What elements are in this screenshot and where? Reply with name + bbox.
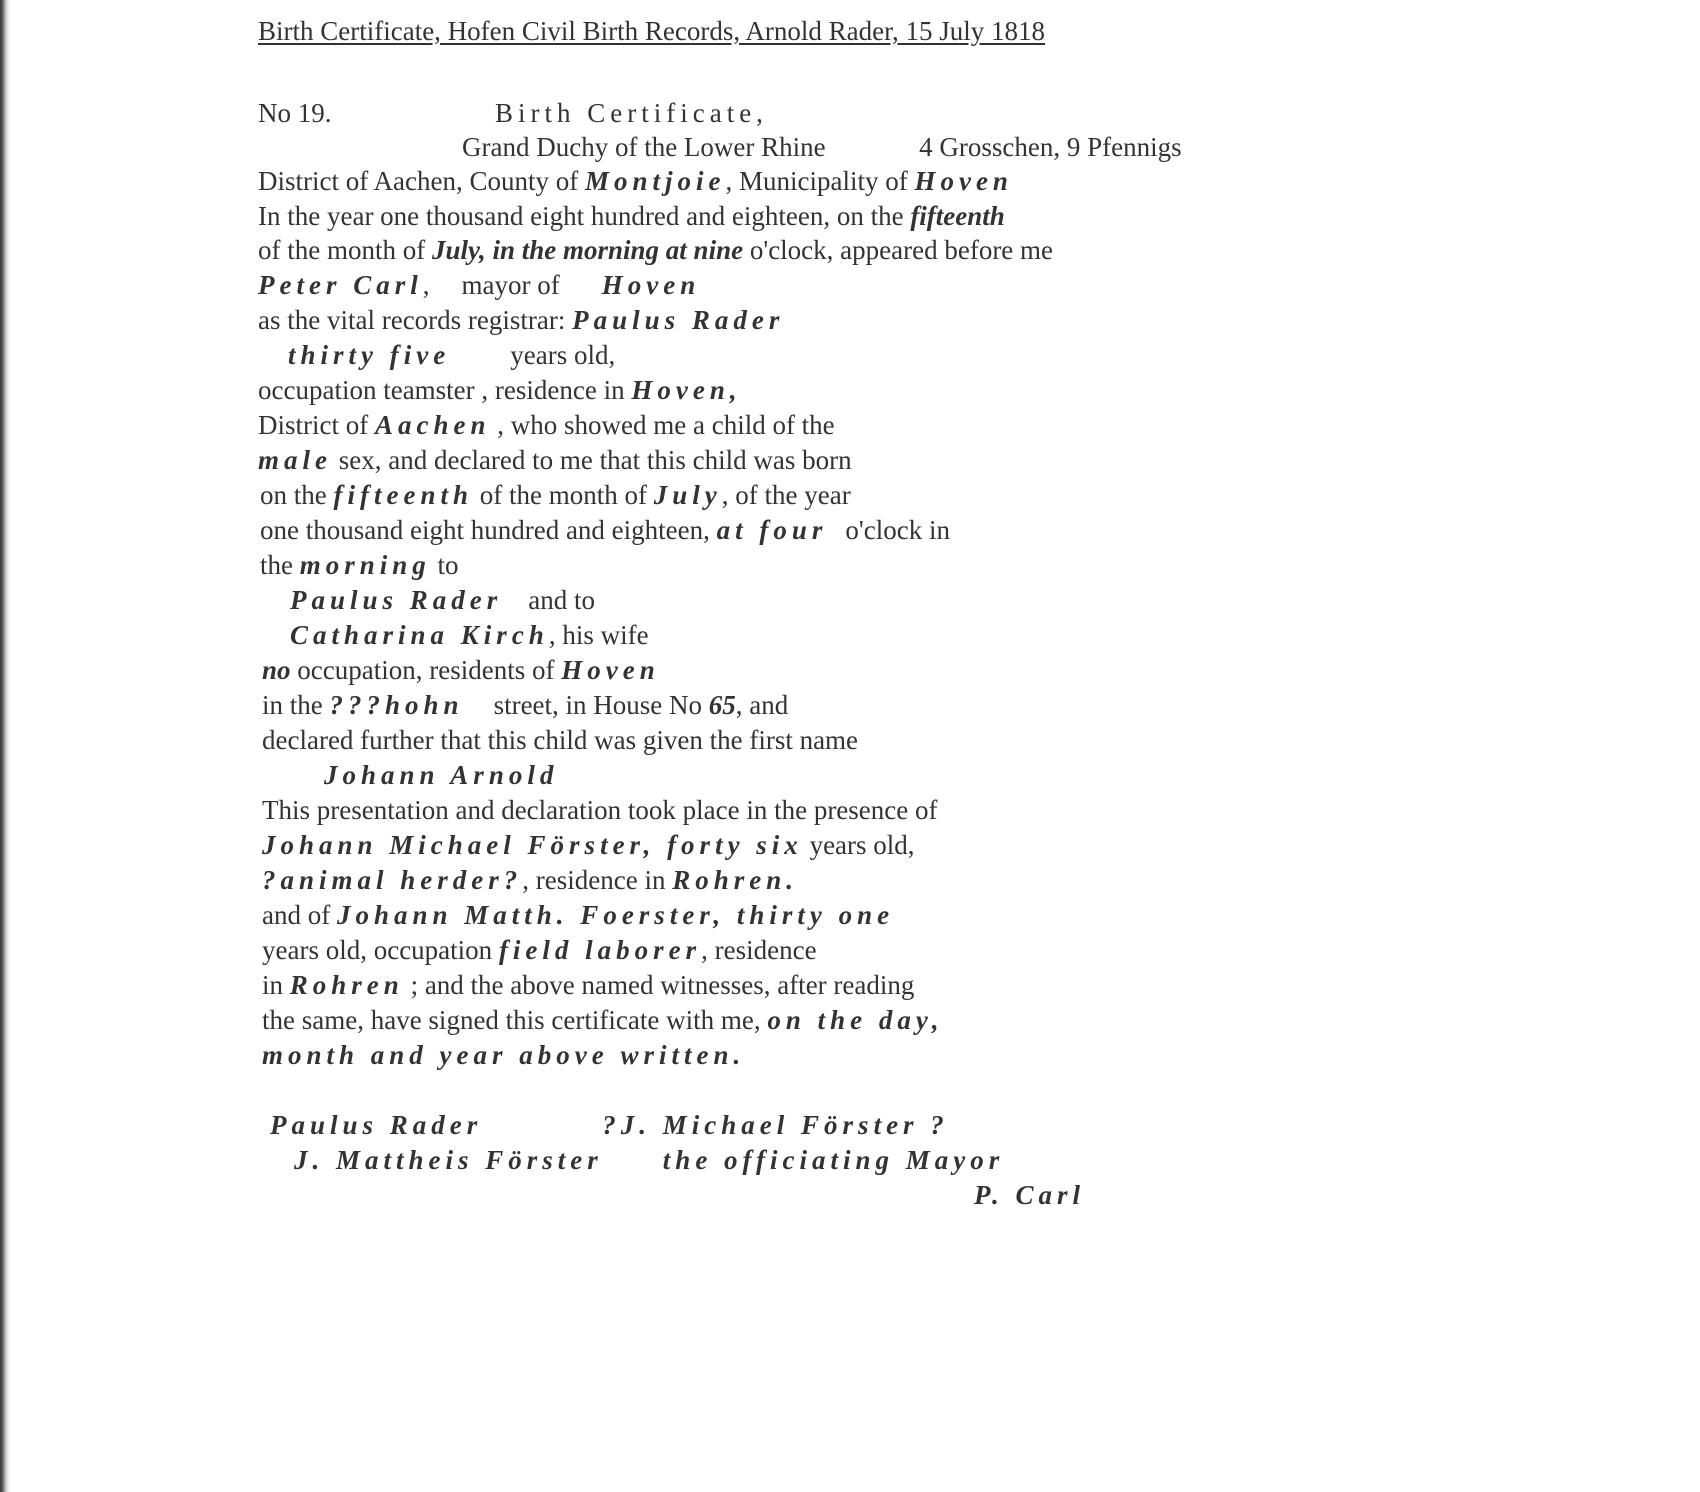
handwritten-closing-phrase: month and year above written.: [262, 1040, 746, 1070]
text: on the: [260, 480, 334, 510]
handwritten-mother: Catharina Kirch: [290, 620, 549, 650]
handwritten-child-name: Johann Arnold: [324, 760, 559, 790]
text: and to: [528, 585, 596, 615]
text: District of Aachen, County of: [258, 166, 585, 196]
handwritten-father: Paulus Rader: [290, 585, 503, 615]
certificate-number: No 19.: [258, 98, 332, 128]
text: , who showed me a child of the: [490, 410, 835, 440]
text: In the year one thousand eight hundred and eighteen, on the: [258, 201, 911, 231]
handwritten-occupation: no: [262, 655, 291, 685]
text: in the: [262, 690, 330, 720]
body-line-3: [258, 233, 1053, 267]
text: the: [260, 550, 300, 580]
body-line-4: [258, 268, 700, 302]
text: occupation, residents of: [290, 655, 562, 685]
body-line-6: [288, 338, 615, 372]
text: , and: [735, 690, 789, 720]
body-line-12: [260, 548, 459, 582]
signature-line-2: [294, 1143, 1004, 1177]
handwritten-witness-1: Johann Michael Förster, forty six: [262, 830, 803, 860]
text: ,: [422, 270, 430, 300]
body-line-15: [262, 653, 660, 687]
text: o'clock in: [845, 515, 951, 545]
signature-line-3: [974, 1178, 1085, 1212]
body-line-2: [258, 199, 1005, 233]
handwritten-age: thirty five: [288, 340, 451, 370]
handwritten-street: ???hohn: [329, 690, 464, 720]
handwritten-time: July, in the morning at nine: [431, 235, 744, 265]
handwritten-father-name: Paulus Rader: [572, 305, 785, 335]
body-line-11: [260, 513, 950, 547]
handwritten-day: fifteenth: [910, 201, 1005, 231]
handwritten-witness-2: Johann Matth. Foerster, thirty one: [336, 900, 895, 930]
certificate-heading: Birth Certificate,: [495, 98, 768, 128]
text: , residence: [701, 935, 817, 965]
text: declared further that this child was given the first name: [262, 725, 859, 755]
signature-mayor-title: the officiating Mayor: [662, 1145, 1005, 1175]
signature-witness-1: ?J. Michael Förster ?: [602, 1110, 949, 1140]
body-line-16: [262, 688, 788, 722]
handwritten-residence: Hoven,: [631, 375, 742, 405]
text: years old, occupation: [262, 935, 499, 965]
handwritten-mayor-name: Peter Carl: [258, 270, 423, 300]
text: , of the year: [721, 480, 851, 510]
text: in: [262, 970, 290, 1000]
body-line-22: [262, 898, 894, 932]
handwritten-date-phrase: on the day,: [767, 1005, 944, 1035]
body-line-7: [258, 373, 742, 407]
text: District of: [258, 410, 375, 440]
text: ; and the above named witnesses, after reading: [403, 970, 915, 1000]
handwritten-place: Hoven: [601, 270, 701, 300]
body-line-25: [262, 1003, 944, 1037]
body-line-1: [258, 164, 1013, 198]
handwritten-municipality: Hoven: [914, 166, 1013, 196]
body-line-18: [324, 758, 558, 792]
text: sex, and declared to me that this child was born: [332, 445, 852, 475]
handwritten-district: Aachen: [374, 410, 491, 440]
body-line-21: [262, 863, 798, 897]
text: , Municipality of: [725, 166, 915, 196]
text: the same, have signed this certificate with me,: [262, 1005, 768, 1035]
text: This presentation and declaration took place in the presence of: [262, 795, 938, 825]
text: occupation teamster , residence in: [258, 375, 632, 405]
signature-father: Paulus Rader: [270, 1110, 483, 1140]
text: years old,: [510, 340, 616, 370]
text: to: [430, 550, 459, 580]
body-line-24: [262, 968, 914, 1002]
body-line-19: [262, 793, 938, 827]
handwritten-witness-1-occupation: ?animal herder?: [262, 865, 523, 895]
handwritten-county: Montjoie: [584, 166, 726, 196]
text: of the month of: [258, 235, 432, 265]
signature-line-1: [270, 1108, 949, 1142]
body-line-13: [290, 583, 595, 617]
body-line-5: [258, 303, 784, 337]
text: , his wife: [548, 620, 649, 650]
handwritten-residents-place: Hoven: [561, 655, 660, 685]
text: and of: [262, 900, 337, 930]
handwritten-house-number: 65: [708, 690, 736, 720]
text: as the vital records registrar:: [258, 305, 573, 335]
document-title: Birth Certificate, Hofen Civil Birth Records, Arnold Rader, 15 July 1818: [258, 16, 1046, 46]
text: o'clock, appeared before me: [743, 235, 1054, 265]
body-line-9: [258, 443, 852, 477]
signature-mayor: P. Carl: [974, 1180, 1086, 1210]
handwritten-witness-1-residence: Rohren.: [672, 865, 799, 895]
body-line-23: [262, 933, 817, 967]
handwritten-period: morning: [299, 550, 431, 580]
text: mayor of: [461, 270, 560, 300]
scan-edge: [0, 0, 10, 1492]
text: , residence in: [522, 865, 673, 895]
body-line-10: [260, 478, 851, 512]
handwritten-birth-day: fifteenth: [333, 480, 473, 510]
text: one thousand eight hundred and eighteen,: [260, 515, 717, 545]
header-line-2: [462, 130, 1182, 164]
text: years old,: [802, 830, 915, 860]
fee-amount: 4 Grosschen, 9 Pfennigs: [919, 132, 1182, 162]
header-line-1: [258, 96, 768, 130]
handwritten-witness-2-residence: Rohren: [289, 970, 404, 1000]
body-line-26: [262, 1038, 745, 1072]
body-line-8: [258, 408, 835, 442]
duchy-name: Grand Duchy of the Lower Rhine: [462, 132, 826, 162]
text: of the month of: [473, 480, 654, 510]
body-line-20: [262, 828, 915, 862]
handwritten-birth-month: July: [653, 480, 722, 510]
handwritten-sex: male: [258, 445, 332, 475]
body-line-17: [262, 723, 858, 757]
signature-witness-2: J. Mattheis Förster: [294, 1145, 603, 1175]
text: street, in House No: [493, 690, 709, 720]
body-line-14: [290, 618, 649, 652]
handwritten-witness-2-occupation: field laborer: [498, 935, 702, 965]
handwritten-birth-hour: at four: [716, 515, 828, 545]
